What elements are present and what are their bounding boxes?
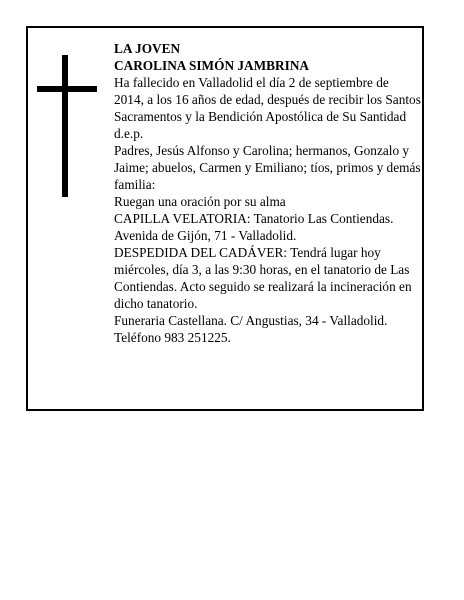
- notice-text: [114, 40, 421, 346]
- notice-heading-line1: LA JOVEN: [114, 41, 181, 56]
- rip-text: d.e.p.: [114, 126, 144, 141]
- deceased-name: CAROLINA SIMÓN JAMBRINA: [114, 58, 310, 73]
- cross-vertical-bar: [62, 55, 68, 197]
- cross-icon: [37, 55, 97, 197]
- chapel-info: CAPILLA VELATORIA: Tanatorio Las Contiendas. Avenida de Gijón, 71 - Valladolid.: [114, 211, 394, 243]
- farewell-info: DESPEDIDA DEL CADÁVER: Tendrá lugar hoy miércoles, día 3, a las 9:30 horas, en el tanatorio de Las Contiendas. Acto seguido se realizará la incineración en dicho tanatorio.: [114, 245, 412, 311]
- prayer-request: Ruegan una oración por su alma: [114, 194, 286, 209]
- death-statement: Ha fallecido en Valladolid el día 2 de septiembre de 2014, a los 16 años de edad, después de recibir los Santos Sacramentos y la Bendición Apostólica de Su Santidad: [114, 75, 421, 124]
- cross-horizontal-bar: [37, 86, 97, 92]
- obituary-notice: [26, 26, 424, 411]
- family-members: Padres, Jesús Alfonso y Carolina; hermanos, Gonzalo y Jaime; abuelos, Carmen y Emiliano; tíos, primos y demás familia:: [114, 143, 421, 192]
- funeral-home-info: Funeraria Castellana. C/ Angustias, 34 - Valladolid. Teléfono 983 251225.: [114, 313, 388, 345]
